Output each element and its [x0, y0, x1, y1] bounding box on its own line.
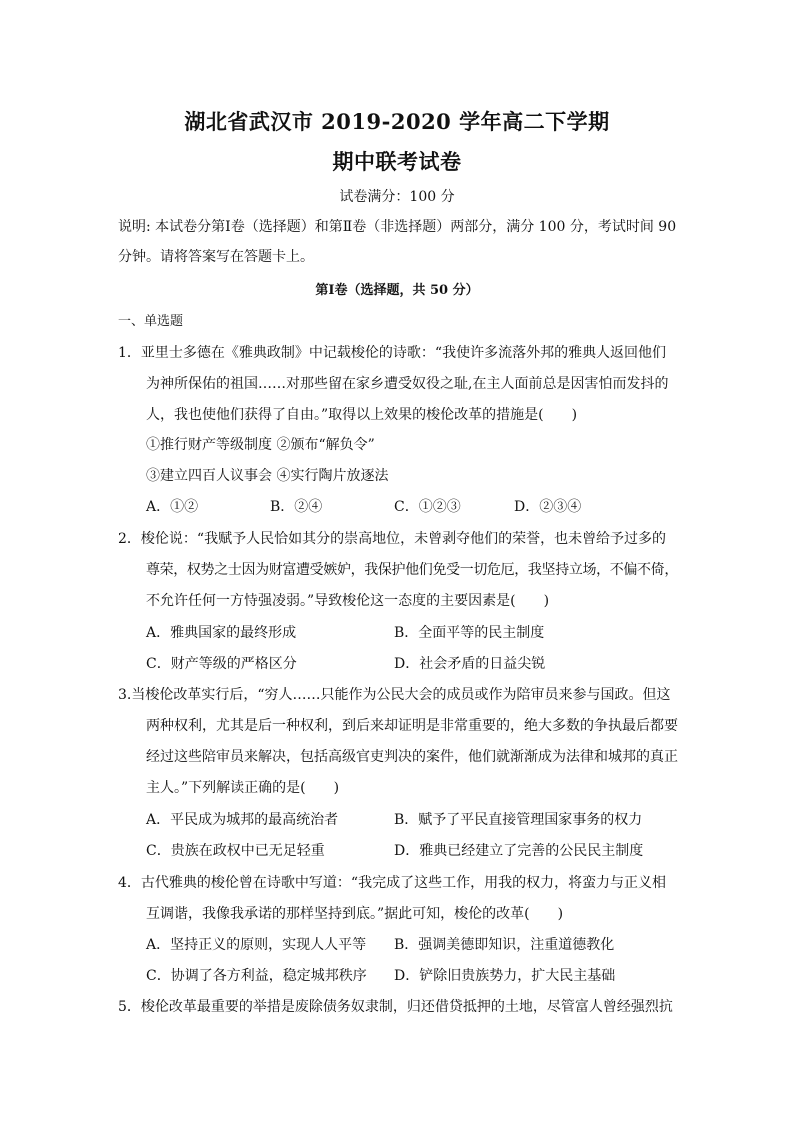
question-2-option-a: A．雅典国家的最终形成 — [146, 625, 297, 641]
full-score: 试卷满分：100 分 — [339, 189, 455, 205]
question-2-line: 2．梭伦说：“我赋予人民恰如其分的崇高地位，未曾剥夺他们的荣誉，也未曾给予过多的 — [118, 531, 667, 547]
question-4-option-d: D．铲除旧贵族势力，扩大民主基础 — [394, 968, 616, 984]
exam-title: 湖北省武汉市 2019-2020 学年高二下学期 — [184, 109, 610, 134]
question-4-option-a: A．坚持正义的原则，实现人人平等 — [146, 937, 367, 953]
subsection-heading: 一、单选题 — [118, 314, 184, 329]
question-1-line: 为神所保佑的祖国……对那些留在家乡遭受奴役之耻,在主人面前总是因害怕而发抖的 — [146, 376, 669, 392]
question-1-option-b: B．②④ — [270, 499, 323, 515]
question-3-line: 3.当梭伦改革实行后，“穷人……只能作为公民大会的成员或作为陪审员来参与国政。但这 — [118, 687, 671, 703]
question-3-line: 经过这些陪审员来解决，包括高级官吏判决的案件，他们就渐渐成为法律和城邦的真正 — [146, 749, 678, 765]
question-2-line: 尊荣，权势之士因为财富遭受嫉妒，我保护他们免受一切危厄，我坚持立场，不偏不倚， — [146, 562, 678, 578]
question-4-line: 互调谐，我像我承诺的那样坚持到底。”据此可知，梭伦的改革( ) — [146, 906, 564, 922]
question-1-option-a: A．①② — [146, 499, 199, 515]
question-3-option-d: D．雅典已经建立了完善的公民民主制度 — [394, 843, 644, 859]
question-2-option-d: D．社会矛盾的日益尖锐 — [394, 656, 546, 672]
instructions-line: 分钟。请将答案写在答题卡上。 — [118, 249, 314, 265]
instructions-line: 说明: 本试卷分第Ⅰ卷（选择题）和第Ⅱ卷（非选择题）两部分，满分 100 分，考试时间 90 — [118, 219, 677, 235]
question-2-line: 不允许任何一方恃强凌弱。”导致梭伦这一态度的主要因素是( ) — [146, 593, 550, 609]
question-1-option-d: D．②③④ — [514, 499, 582, 515]
question-3-line: 主人。”下列解读正确的是( ) — [146, 780, 340, 796]
question-2-option-c: C．财产等级的严格区分 — [146, 656, 297, 672]
question-1-statement: ①推行财产等级制度 ②颁布“解负令” — [146, 437, 375, 453]
question-3-option-c: C．贵族在政权中已无足轻重 — [146, 843, 325, 859]
question-3-line: 两种权利，尤其是后一种权利，到后来却证明是非常重要的，绝大多数的争执最后都要 — [146, 718, 678, 734]
question-3-option-a: A．平民成为城邦的最高统治者 — [146, 812, 339, 828]
question-1-statement: ③建立四百人议事会 ④实行陶片放逐法 — [146, 468, 389, 484]
question-4-option-b: B．强调美德即知识，注重道德教化 — [394, 937, 615, 953]
question-5-line: 5．梭伦改革最重要的举措是废除债务奴隶制，归还借贷抵押的土地，尽管富人曾经强烈抗 — [118, 999, 673, 1015]
question-3-option-b: B．赋予了平民直接管理国家事务的权力 — [394, 812, 643, 828]
question-2-option-b: B．全面平等的民主制度 — [394, 625, 545, 641]
question-4-option-c: C．协调了各方利益，稳定城邦秩序 — [146, 968, 367, 984]
question-1-line: 1．亚里士多德在《雅典政制》中记载梭伦的诗歌：“我使许多流落外邦的雅典人返回他们 — [118, 345, 667, 361]
question-1-option-c: C．①②③ — [394, 499, 461, 515]
exam-subtitle: 期中联考试卷 — [332, 149, 462, 174]
question-4-line: 4．古代雅典的梭伦曾在诗歌中写道：“我完成了这些工作，用我的权力，将蛮力与正义相 — [118, 875, 667, 891]
section-heading: 第Ⅰ卷（选择题，共 50 分） — [315, 283, 479, 298]
question-1-line: 人，我也使他们获得了自由。”取得以上效果的梭伦改革的措施是( ) — [146, 407, 578, 423]
